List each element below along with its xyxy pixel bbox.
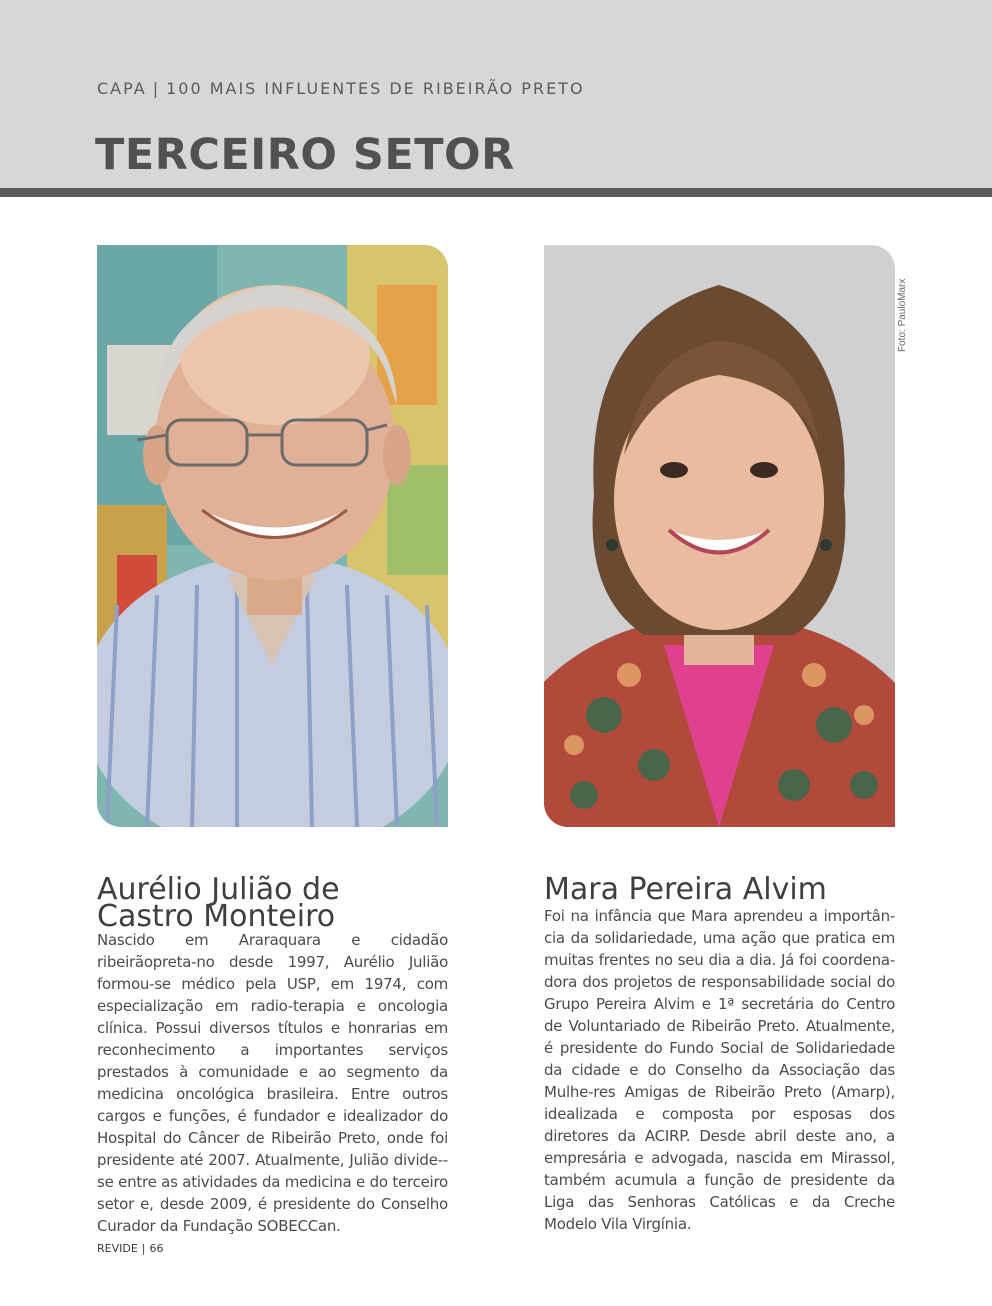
footer-separator: | — [141, 1242, 146, 1255]
page-number: 66 — [149, 1242, 164, 1255]
page-footer — [97, 1242, 164, 1255]
profile-name-line1: Aurélio Julião de — [97, 872, 340, 907]
profile-name-line1: Mara Pereira Alvim — [544, 872, 827, 907]
profile-name-line2: Castro Monteiro — [97, 899, 336, 934]
profile-bio-aurelio: Nascido em Araraquara e cidadão ribeirãopreta-no desde 1997, Aurélio Julião formou-se médico pela USP, em 1974, com especialização em radio-terapia e oncologia clínica. Possui diversos títulos e honrarias em reconhecimento a importantes serviços prestados à comunidade e ao segmento da medicina oncológica brasileira. Entre outros cargos e funções, é fundador e idealizador do Hospital do Câncer de Ribeirão Preto, onde foi presidente até 2007. Atualmente, Julião divide--se entre as atividades da medicina e do terceiro setor e, desde 2009, é presidente do Conselho Curador da Fundação SOBECCan. — [97, 931, 448, 1235]
portrait-man-image — [97, 245, 448, 827]
page-title: TERCEIRO SETOR — [95, 130, 515, 180]
portrait-mara — [544, 245, 895, 827]
magazine-name: REVIDE — [97, 1242, 138, 1255]
breadcrumb-separator: | — [152, 79, 161, 98]
portrait-aurelio — [97, 245, 448, 827]
portrait-woman-image — [544, 245, 895, 827]
subsection-label: 100 MAIS INFLUENTES DE RIBEIRÃO PRETO — [166, 79, 585, 98]
profile-bio-mara: Foi na infância que Mara aprendeu a importân-cia da solidariedade, uma ação que pratica em muitas frentes no seu dia a dia. Já foi coordena-dora dos projetos de responsabilidade social do Grupo Pereira Alvim e 1ª secretária do Centro de Voluntariado de Ribeirão Preto. Atualmente, é presidente do Fundo Social de Solidariedade da cidade e do Conselho da Associação das Mulhe-res Amigas de Ribeirão Preto (Amarp), idealizada e composta por esposas dos diretores da ACIRP. Desde abril deste ano, a empresária e advogada, nascida em Mirassol, também acumula a função de presidente da Liga das Senhoras Católicas e da Creche Modelo Vila Virgínia. — [544, 907, 895, 1233]
section-label: CAPA — [97, 79, 147, 98]
section-breadcrumb — [97, 79, 585, 98]
profile-name-aurelio — [97, 872, 448, 934]
profile-name-mara — [544, 872, 895, 907]
photo-credit: Foto: PauloMarx — [897, 278, 908, 352]
header-rule — [0, 188, 992, 197]
